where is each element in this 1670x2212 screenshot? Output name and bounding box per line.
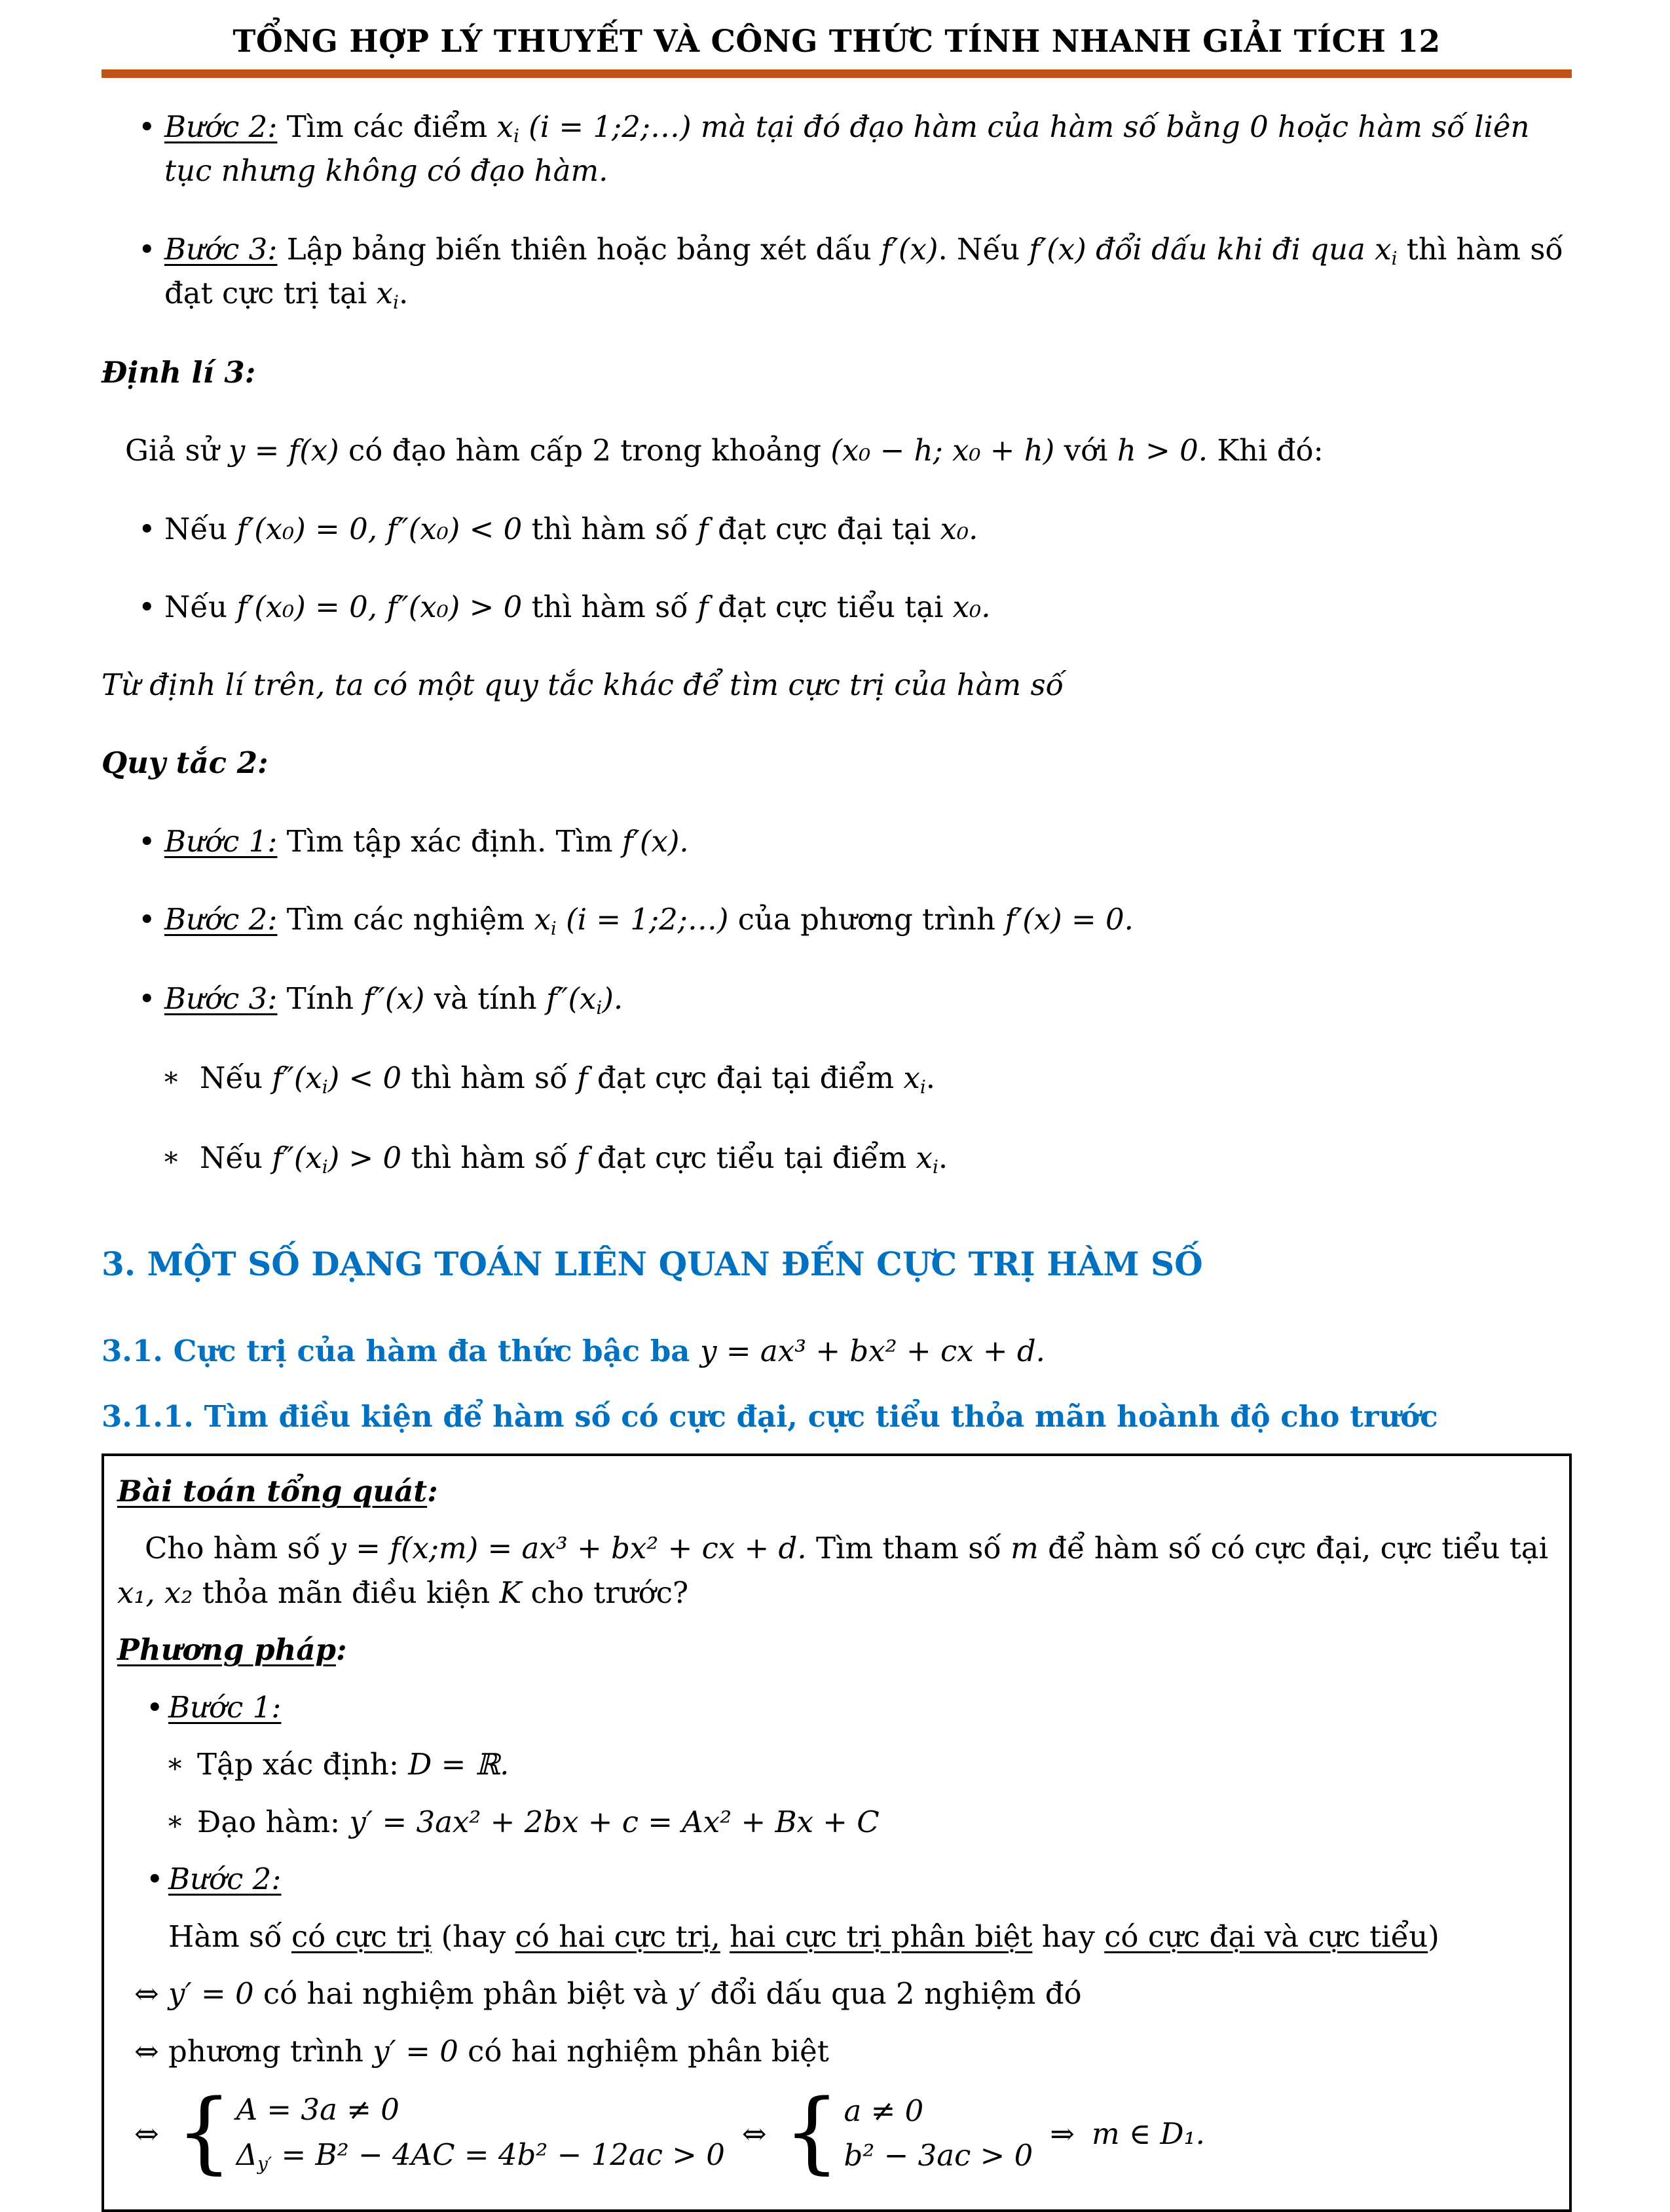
asterisk-icon: ∗: [162, 1140, 181, 1172]
label-phuong-phap: [117, 1628, 1553, 1672]
bullet-icon: •: [138, 981, 156, 1017]
text-run: Nếu: [164, 589, 237, 624]
text-run: .: [398, 275, 409, 310]
para-cho-ham-so: [117, 1526, 1553, 1615]
paragraph-text: [102, 745, 269, 780]
text-run: có đạo hàm cấp 2 trong khoảng: [339, 433, 831, 468]
text-run: (i = 1;2;…): [556, 901, 729, 937]
text-run: Tìm các nghiệm: [277, 901, 534, 937]
paragraph-text: [117, 1474, 438, 1509]
text-run: đổi dấu khi đi qua: [1086, 231, 1375, 267]
text-run: i: [550, 917, 557, 939]
text-run: ) > 0: [327, 1140, 402, 1175]
text-run: i: [322, 1155, 328, 1178]
text-run: của phương trình: [728, 901, 1005, 937]
asterisk-icon: ∗: [166, 1805, 185, 1837]
heading-section-3-1: [102, 1330, 1572, 1372]
paragraph-text: [125, 433, 1324, 468]
paragraph-text: [164, 590, 991, 624]
text-run: x: [903, 1060, 920, 1096]
text-run: 3. MỘT SỐ DẠNG TOÁN LIÊN QUAN ĐẾN CỰC TRỊ HÀM SỐ: [102, 1244, 1203, 1283]
implies-symbol: ⇒: [1050, 2116, 1075, 2151]
text-run: đạt cực đại tại điểm: [587, 1060, 904, 1096]
text-run: có hai nghiệm phân biệt và: [253, 1976, 678, 2012]
paragraph-text: [117, 1632, 347, 1667]
text-run: Bước 2:: [164, 109, 278, 145]
text-run: K: [499, 1575, 522, 1610]
text-run: [159, 1976, 168, 2011]
text-run: đạt cực tiểu tại: [708, 589, 953, 624]
paragraph-text: [168, 1919, 1439, 1954]
bullet-second-derivative-min: [102, 586, 1572, 628]
bullet-method-buoc-1: [117, 1685, 1553, 1730]
text-run: D = ℝ.: [408, 1747, 510, 1782]
paragraph-text: [164, 824, 689, 859]
text-run: Nếu: [164, 511, 237, 546]
bullet-rule2-buoc-3: [102, 977, 1572, 1021]
text-run: i: [932, 1155, 938, 1178]
paragraph-text: [200, 1060, 936, 1098]
text-run: có cực trị: [291, 1919, 432, 1954]
bullet-icon: •: [138, 823, 156, 859]
text-run: hay: [1032, 1919, 1105, 1954]
text-run: i: [322, 1076, 328, 1098]
text-run: y′ = 0: [168, 1976, 254, 2012]
text-run: thì hàm số: [522, 589, 698, 624]
text-run: Cho hàm số: [145, 1531, 330, 1566]
text-run: f: [576, 1060, 588, 1096]
text-run: [159, 2034, 168, 2069]
line-iff-equation-two-roots: [117, 2029, 1553, 2074]
text-run: (x₀ − h; x₀ + h): [830, 433, 1055, 468]
condition-system-2: [783, 2080, 1033, 2183]
text-run: thì hàm số: [401, 1140, 577, 1175]
text-run: y = f(x): [228, 433, 339, 468]
bullet-icon: •: [138, 589, 156, 624]
text-run: cho trước?: [521, 1575, 689, 1610]
text-run: y = f(x;m) = ax³ + bx² + cx + d.: [329, 1531, 807, 1566]
para-tu-dinh-li: [102, 664, 1572, 706]
problem-box: [102, 1453, 1572, 2212]
paragraph-text: [134, 1976, 1082, 2011]
text-run: Hàm số: [168, 1919, 291, 1954]
text-run: để hàm số có cực đại, cực tiểu tại: [1038, 1531, 1549, 1566]
text-run: Giả sử: [125, 433, 229, 468]
left-brace-icon: {: [783, 2080, 840, 2183]
paragraph-text: [168, 1690, 281, 1725]
text-run: đổi dấu qua 2 nghiệm đó: [701, 1976, 1082, 2012]
text-run: Tính: [277, 981, 363, 1017]
text-run: y′ = 3ax² + 2bx + c = Ax² + Bx + C: [349, 1804, 880, 1839]
text-run: phương trình: [168, 2033, 373, 2069]
star-tap-xac-dinh: [117, 1742, 1553, 1787]
text-run: ).: [602, 981, 623, 1017]
text-run: Phương pháp: [117, 1632, 336, 1668]
text-run: f′(x) = 0.: [1005, 901, 1134, 937]
text-run: f: [576, 1140, 588, 1175]
double-rule-divider: [102, 69, 1572, 78]
text-run: (hay: [432, 1919, 515, 1954]
text-run: ) < 0: [327, 1060, 402, 1096]
text-run: thì hàm số đạt cực trị tại: [164, 231, 1563, 310]
text-run: ⇔: [134, 2033, 159, 2069]
system-rows: [236, 2091, 725, 2175]
bullet-icon: •: [146, 1689, 164, 1725]
text-run: đạt cực đại tại: [708, 511, 940, 546]
text-run: f′(x₀) = 0, f″(x₀) < 0: [236, 511, 523, 546]
text-run: f: [697, 589, 709, 624]
text-run: f″(x: [272, 1060, 322, 1096]
text-run: f: [697, 511, 709, 546]
text-run: có cực đại và cực tiểu: [1104, 1919, 1428, 1954]
paragraph-text: [200, 1140, 948, 1178]
text-run: Nếu: [200, 1060, 272, 1096]
text-run: :: [427, 1473, 438, 1509]
label-bai-toan-tong-quat: [117, 1469, 1553, 1514]
text-run: x: [1375, 231, 1392, 267]
asterisk-icon: ∗: [162, 1061, 181, 1093]
text-run: i: [1391, 247, 1398, 269]
text-run: :: [335, 1632, 347, 1668]
paragraph-text: [164, 902, 1134, 937]
text-run: ): [1428, 1919, 1439, 1954]
text-run: Định lí 3:: [102, 355, 256, 390]
text-run: f″(x: [272, 1140, 322, 1175]
para-ham-so-co-cuc-tri: [117, 1915, 1553, 1959]
text-run: h > 0.: [1117, 433, 1208, 468]
bullet-icon: •: [146, 1862, 164, 1897]
system-rows: [844, 2093, 1033, 2175]
text-run: [720, 1919, 730, 1954]
text-run: y′ = 0: [373, 2033, 458, 2069]
delta-subscript: y′: [257, 2152, 272, 2175]
page-title: TỔNG HỢP LÝ THUYẾT VÀ CÔNG THỨC TÍNH NHANH GIẢI TÍCH 12: [232, 24, 1441, 60]
text-run: f′(x₀) = 0, f″(x₀) > 0: [236, 589, 523, 624]
text-run: f′(x): [881, 231, 938, 267]
heading-section-3: [102, 1241, 1572, 1288]
text-run: Từ định lí trên, ta có một quy tắc khác để tìm cực trị của hàm số: [102, 667, 1064, 703]
paragraph-text: [164, 231, 1563, 313]
asterisk-icon: ∗: [166, 1748, 185, 1780]
paragraph-text: [102, 1245, 1203, 1283]
text-run: Quy tắc 2:: [102, 745, 269, 781]
paragraph-text: [102, 667, 1064, 702]
condition-system-1: [176, 2080, 725, 2183]
text-run: (i = 1;2;…): [519, 109, 692, 145]
text-run: Tìm tập xác định. Tìm: [277, 823, 623, 859]
paragraph-text: [134, 2034, 829, 2069]
text-run: thì hàm số: [401, 1060, 577, 1096]
paragraph-text: [164, 512, 978, 546]
text-run: Tập xác định:: [197, 1747, 409, 1782]
star-item-max: [102, 1057, 1572, 1100]
paragraph-text: [102, 1334, 1045, 1368]
bullet-second-derivative-max: [102, 508, 1572, 550]
text-run: x₀.: [940, 511, 978, 546]
system-row-discriminant: [236, 2137, 725, 2176]
text-run: x₀.: [952, 589, 991, 624]
bullet-rule2-buoc-2: [102, 898, 1572, 942]
text-run: Khi đó:: [1208, 433, 1324, 468]
text-run: 3.1.1. Tìm điều kiện để hàm số có cực đại, cực tiểu thỏa mãn hoành độ cho trước: [102, 1398, 1438, 1434]
text-run: Bước 3:: [164, 231, 278, 267]
text-run: Bước 1:: [164, 823, 278, 859]
text-run: . Nếu: [938, 231, 1030, 267]
text-run: x: [916, 1140, 933, 1175]
text-run: .: [938, 1140, 948, 1175]
document-body: [102, 105, 1572, 2212]
text-run: Bước 2:: [164, 901, 278, 937]
left-brace-icon: {: [176, 2080, 232, 2183]
text-run: mà tại đó đạo hàm của hàm số bằng 0 hoặc hàm số liên tục nhưng không có đạo hàm.: [164, 109, 1530, 189]
bullet-buoc-2-find-points: [102, 105, 1572, 193]
paragraph-text: [164, 109, 1530, 188]
bullet-icon: •: [138, 901, 156, 937]
text-run: hai cực trị phân biệt: [730, 1919, 1033, 1954]
bullet-rule2-buoc-1: [102, 820, 1572, 863]
text-run: i: [596, 996, 603, 1019]
text-run: i: [919, 1076, 926, 1098]
bullet-buoc-3-sign-table: [102, 228, 1572, 316]
text-run: với: [1054, 433, 1117, 468]
paragraph-text: [164, 981, 623, 1019]
system-row-b2-3ac: b² − 3ac > 0: [844, 2138, 1033, 2173]
text-run: Tìm các điểm: [277, 109, 497, 145]
text-run: y′: [677, 1976, 701, 2012]
text-run: thỏa mãn điều kiện: [193, 1575, 500, 1610]
text-run: .: [925, 1060, 936, 1096]
paragraph-text: [102, 355, 255, 390]
text-run: f″(x: [546, 981, 597, 1017]
system-line: [117, 2080, 1553, 2183]
bullet-icon: •: [138, 109, 156, 145]
text-run: và tính: [424, 981, 547, 1017]
text-run: f″(x): [363, 981, 425, 1017]
iff-symbol: ⇔: [134, 2116, 159, 2151]
delta-symbol: Δ: [236, 2137, 258, 2172]
text-run: x: [496, 109, 513, 145]
text-run: m: [1011, 1531, 1039, 1566]
star-item-min: [102, 1136, 1572, 1180]
heading-section-3-1-1: [102, 1395, 1572, 1438]
line-iff-two-roots-sign: [117, 1972, 1553, 2016]
text-run: f′(x): [1029, 231, 1086, 267]
para-gia-su: [102, 429, 1572, 472]
text-run: có hai cực trị,: [515, 1919, 720, 1954]
text-run: Bước 1:: [168, 1689, 282, 1725]
text-run: Tìm tham số: [806, 1531, 1011, 1566]
paragraph-text: [197, 1747, 509, 1782]
paragraph-text: [102, 1399, 1438, 1434]
heading-dinh-li-3: [102, 351, 1572, 394]
text-run: đạt cực tiểu tại điểm: [587, 1140, 916, 1175]
text-run: Bước 3:: [164, 981, 278, 1017]
text-run: x₁, x₂: [117, 1575, 193, 1610]
bullet-method-buoc-2: [117, 1857, 1553, 1902]
text-run: i: [393, 291, 399, 313]
text-run: Nếu: [200, 1140, 272, 1175]
text-run: ⇔: [134, 1976, 159, 2012]
star-dao-ham: [117, 1800, 1553, 1845]
text-run: thì hàm số: [522, 511, 698, 546]
text-run: f′(x).: [622, 823, 689, 859]
conclusion-m-in-d1: m ∈ D₁.: [1091, 2116, 1205, 2151]
system-row-a-nonzero: a ≠ 0: [844, 2093, 924, 2129]
system-row-coefficient: A = 3a ≠ 0: [236, 2092, 399, 2128]
text-run: Bước 2:: [168, 1862, 282, 1897]
text-run: Lập bảng biến thiên hoặc bảng xét dấu: [277, 231, 881, 267]
paragraph-text: [168, 1862, 281, 1896]
paragraph-text: [117, 1531, 1548, 1610]
paragraph-text: [197, 1805, 880, 1839]
text-run: có hai nghiệm phân biệt: [458, 2033, 829, 2069]
iff-symbol: ⇔: [741, 2116, 767, 2151]
text-run: 3.1. Cực trị của hàm đa thức bậc ba: [102, 1334, 701, 1369]
bullet-icon: •: [138, 231, 156, 267]
discriminant-expression: = B² − 4AC = 4b² − 12ac > 0: [272, 2137, 725, 2172]
text-run: Bài toán tổng quát: [117, 1473, 428, 1509]
text-run: i: [513, 124, 519, 147]
text-run: y = ax³ + bx² + cx + d.: [700, 1334, 1045, 1369]
text-run: Đạo hàm:: [197, 1804, 350, 1839]
text-run: x: [534, 901, 551, 937]
heading-quy-tac-2: [102, 741, 1572, 784]
bullet-icon: •: [138, 511, 156, 546]
text-run: x: [376, 275, 394, 310]
